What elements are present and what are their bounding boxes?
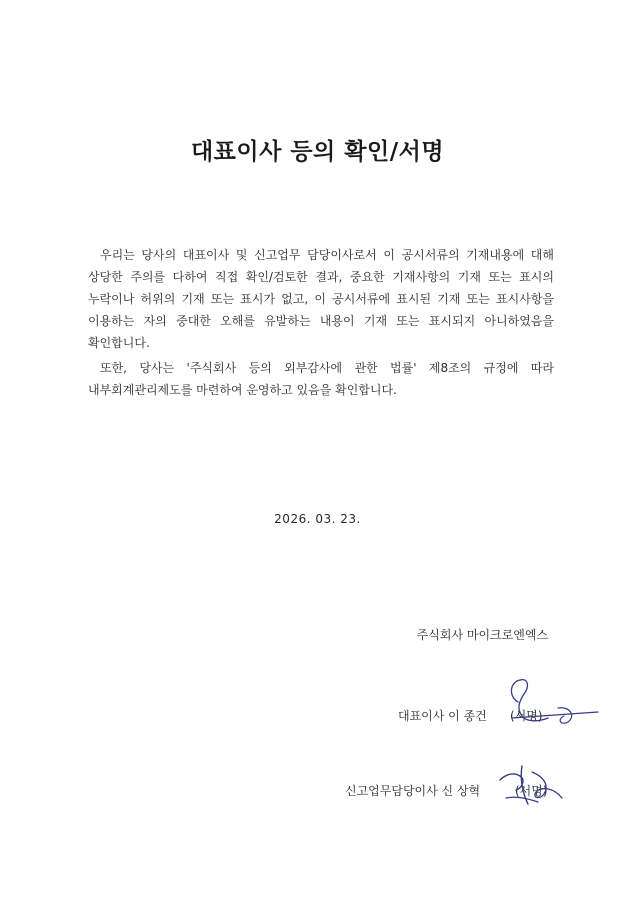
company-name: 주식회사 마이크로엔엑스	[416, 628, 548, 642]
confirmation-paragraph: 우리는 당사의 대표이사 및 신고업무 담당이사로서 이 공시서류의 기재내용에 대해 상당한 주의를 다하여 직접 확인/검토한 결과, 중요한 기재사항의 기재 또는 표시의 누락이나 허위의 기재 또는 표시가 없고, 이 공시서류에 표시된 기재 또는 표시사항을 이용하는 자의 중대한 오해를 유발하는 내용이 기재 또는 표시되지 아니하였음을 확인합니다.	[88, 248, 554, 350]
disclosure-officer-handwritten-signature	[492, 758, 572, 814]
disclosure-officer-signer-label: 신고업무담당이사 신 상혁	[345, 784, 481, 798]
internal-control-paragraph: 또한, 당사는 '주식회사 등의 외부감사에 관한 법률' 제8조의 규정에 따라 내부회계관리제도를 마련하여 운영하고 있음을 확인합니다.	[88, 361, 554, 397]
ceo-seal-label: (서명)	[510, 709, 543, 723]
document-date: 2026. 03. 23.	[274, 512, 361, 526]
ceo-signer-label: 대표이사 이 종건	[398, 709, 487, 723]
ceo-handwritten-signature	[498, 672, 608, 732]
document-title: 대표이사 등의 확인/서명	[190, 139, 445, 165]
disclosure-officer-seal-label: (서명)	[515, 784, 548, 798]
